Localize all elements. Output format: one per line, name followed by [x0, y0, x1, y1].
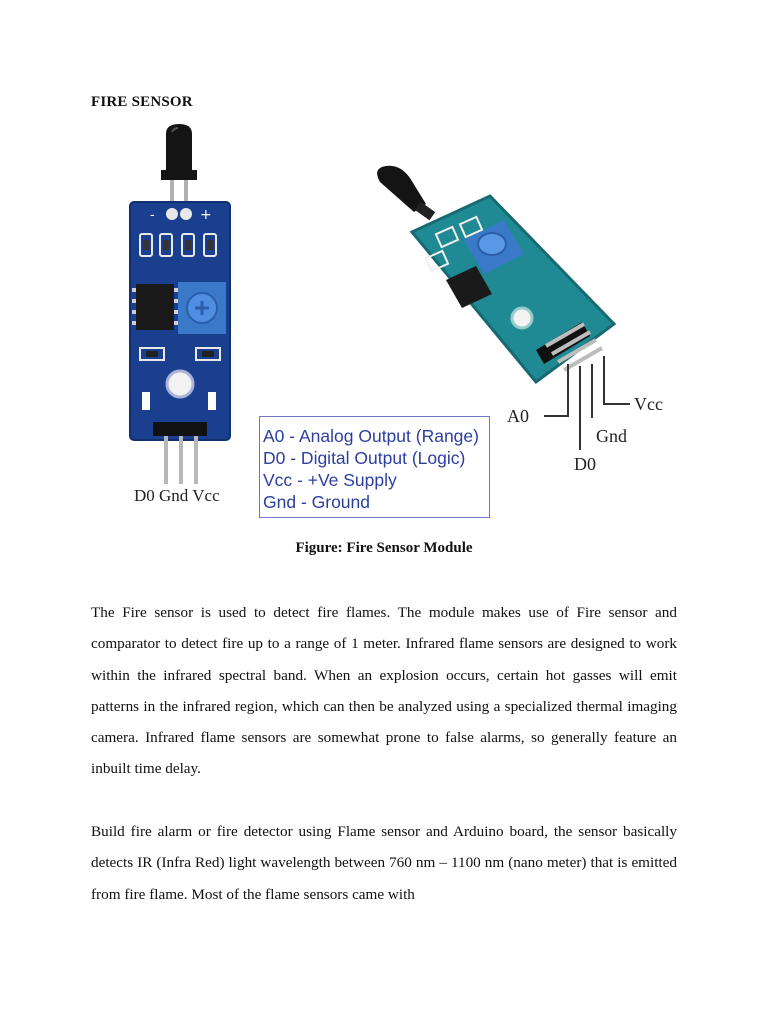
pin-label-gnd: Gnd [596, 426, 627, 446]
left-sensor-module-image [120, 122, 245, 517]
figure-caption: Figure: Fire Sensor Module [295, 540, 473, 556]
legend-row: A0 - Analog Output (Range) [263, 426, 479, 446]
pin-legend-box [259, 416, 490, 518]
body-paragraph: Build fire alarm or fire detector using Flame sensor and Arduino board, the sensor basically detects IR (Infra Red) light wavelength between 760 nm – 1100 nm (nano meter) that is emitted from fire flame. Most of the flame sensors came with [91, 823, 677, 903]
section-heading: FIRE SENSOR [91, 94, 193, 110]
pin-label-d0: D0 [574, 454, 596, 474]
silk-minus-label: - [150, 208, 155, 223]
legend-row: D0 - Digital Output (Logic) [263, 448, 466, 468]
left-module-pin-labels: D0 Gnd Vcc [134, 486, 220, 505]
pin-label-a0: A0 [507, 406, 529, 426]
pin-label-vcc: Vcc [634, 394, 663, 414]
legend-row: Vcc - +Ve Supply [263, 470, 397, 490]
silk-plus-label: + [200, 207, 212, 223]
legend-row: Gnd - Ground [263, 492, 371, 512]
flame-sensor-vertical-illustration [120, 122, 245, 517]
body-paragraph: The Fire sensor is used to detect fire flames. The module makes use of Fire sensor and comparator to detect fire up to a range of 1 meter. Infrared flame sensors are designed to work within the infrared spectral band. When an explosion occurs, certain hot gasses will emit patterns in the infrared region, which can then be analyzed using a specialized thermal imaging camera. Infrared flame sensors are somewhat prone to false alarms, so generally feature an inbuilt time delay. [91, 604, 677, 778]
